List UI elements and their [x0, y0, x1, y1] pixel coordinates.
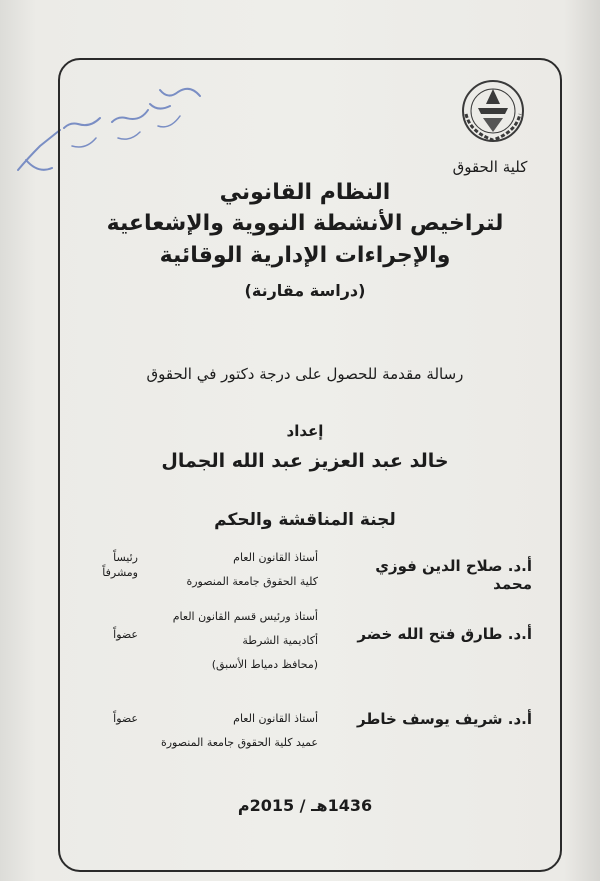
- position-line: كلية الحقوق جامعة المنصورة: [186, 575, 318, 588]
- member-position: [148, 546, 318, 594]
- title-line-1: النظام القانوني: [219, 180, 391, 205]
- member-name: أ.د. صلاح الدين فوزي محمد: [375, 557, 532, 593]
- member-role: [68, 550, 138, 580]
- role-line: ومشرفاً: [102, 566, 138, 579]
- position-line: أستاذ القانون العام: [233, 551, 318, 564]
- position-line: أكاديمية الشرطة: [242, 634, 318, 647]
- member-name: أ.د. شريف يوسف خاطر: [356, 710, 532, 728]
- thesis-statement: رسالة مقدمة للحصول على درجة دكتور في الحقوق: [146, 365, 464, 383]
- position-line: عميد كلية الحقوق جامعة المنصورة: [160, 736, 318, 749]
- faculty-name: كلية الحقوق: [452, 158, 528, 176]
- title-subtitle: (دراسة مقارنة): [244, 281, 366, 300]
- position-line: (محافظ دمياط الأسبق): [211, 658, 318, 671]
- role-line: عضواً: [113, 628, 138, 641]
- title-line-3: والإجراءات الإدارية الوقائية: [159, 243, 451, 268]
- role-line: عضواً: [113, 712, 138, 725]
- prepared-by-label: إعداد: [286, 422, 324, 440]
- committee-title: لجنة المناقشة والحكم: [214, 510, 396, 530]
- member-position: [148, 605, 318, 677]
- member-role: [68, 711, 138, 726]
- member-position: [148, 707, 318, 755]
- position-line: أستاذ ورئيس قسم القانون العام: [172, 610, 318, 623]
- author-name: خالد عبد العزيز عبد الله الجمال: [161, 450, 449, 472]
- member-name: أ.د. طارق فتح الله خضر: [357, 625, 532, 643]
- title-line-2: لتراخيص الأنشطة النووية والإشعاعية: [106, 211, 504, 236]
- university-seal-icon: [456, 74, 530, 148]
- member-role: [68, 627, 138, 642]
- date: 1436هـ / 2015م: [237, 796, 373, 815]
- role-line: رئيساً: [113, 551, 138, 564]
- position-line: أستاذ القانون العام: [233, 712, 318, 725]
